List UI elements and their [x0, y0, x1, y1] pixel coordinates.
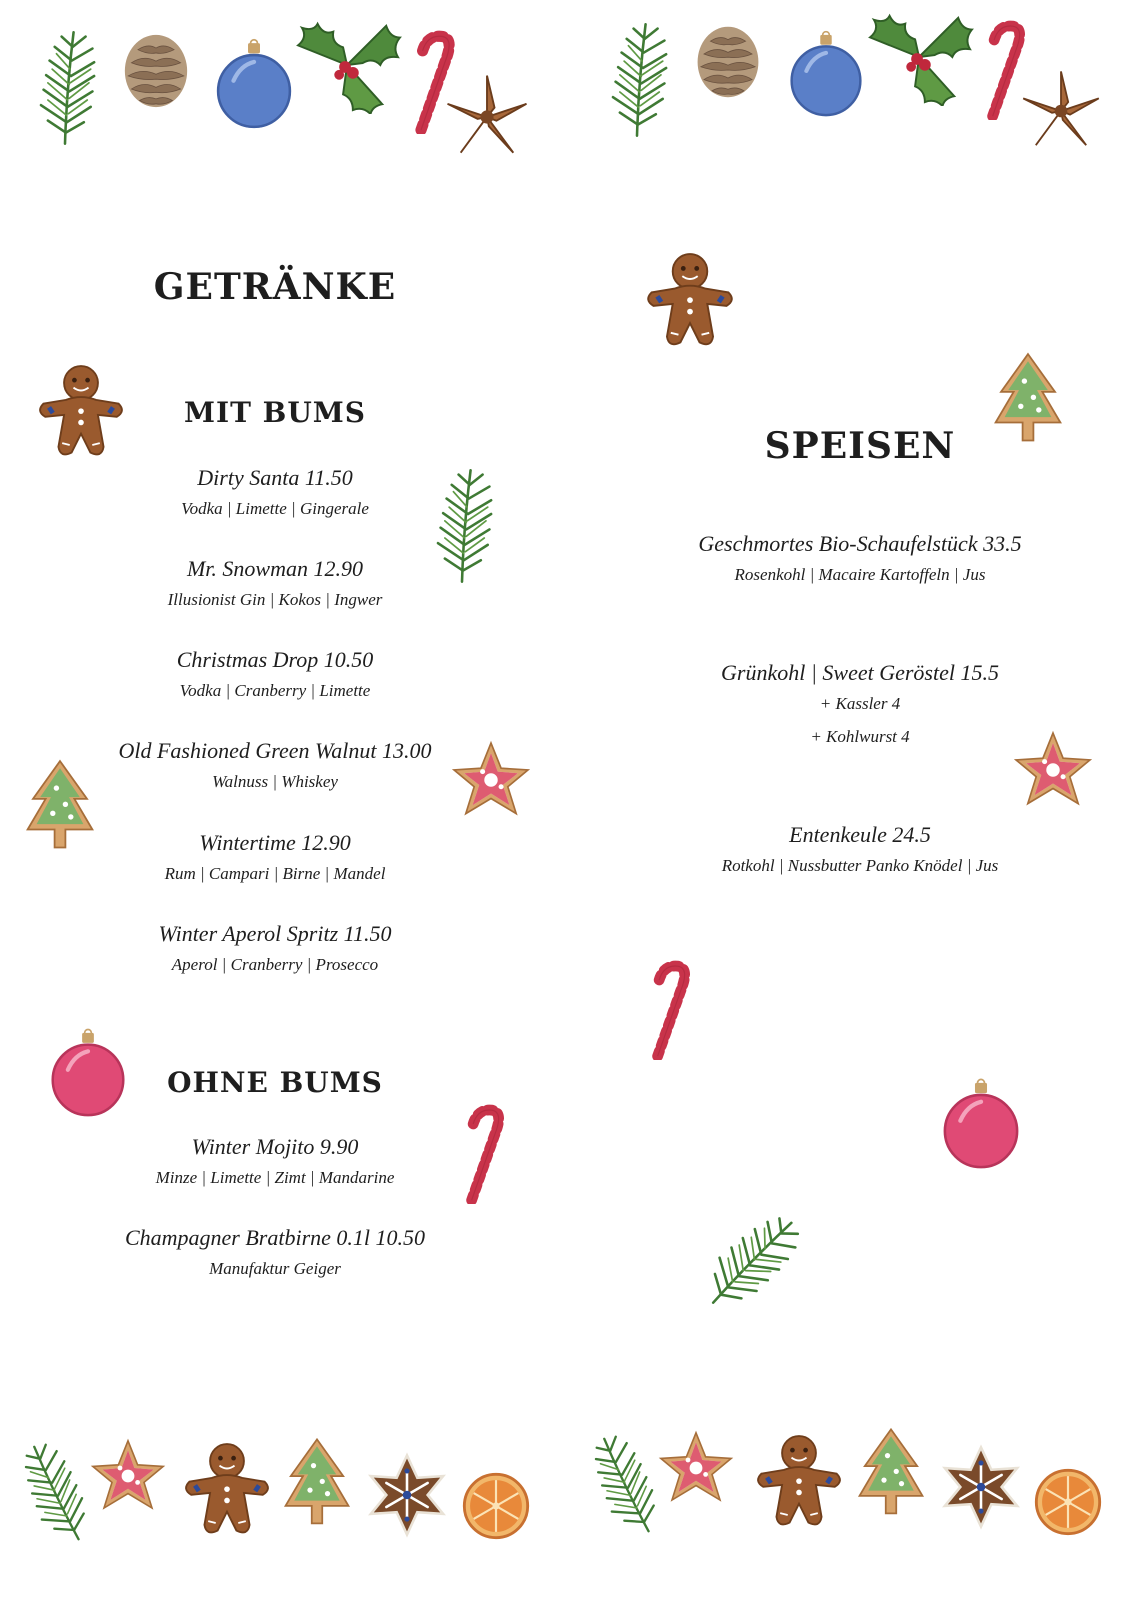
menu-item-title: Geschmortes Bio-Schaufelstück 33.5 [698, 531, 1022, 556]
menu-item-description: Walnuss | Whiskey [212, 772, 338, 791]
menu-item-description: Aperol | Cranberry | Prosecco [171, 955, 379, 974]
drinks-column [60, 0, 490, 1597]
menu-item [60, 1224, 490, 1281]
candy-cane-icon [640, 960, 706, 1060]
menu-item-title: Mr. Snowman 12.90 [186, 556, 363, 581]
menu-item-title: Christmas Drop 10.50 [176, 647, 374, 672]
menu-item-description: Rum | Campari | Birne | Mandel [164, 864, 386, 883]
star-cookie-icon [446, 738, 536, 822]
menu-item [60, 737, 490, 794]
menu-item-description: Rosenkohl | Macaire Kartoffeln | Jus [734, 565, 986, 584]
menu-item-title: Grünkohl | Sweet Geröstel 15.5 [721, 660, 999, 685]
orange-slice-icon [1032, 1466, 1104, 1538]
star-cookie-icon [1008, 728, 1098, 812]
ohne-bums-heading: OHNE BUMS [167, 1066, 383, 1099]
menu-item-title: Entenkeule 24.5 [789, 822, 931, 847]
menu-item-title: Winter Aperol Spritz 11.50 [158, 921, 392, 946]
pink-bauble-icon [938, 1076, 1024, 1174]
menu-item-description: Manufaktur Geiger [209, 1259, 341, 1278]
pink-bauble-icon [46, 1026, 130, 1122]
pine-cone-icon [688, 22, 768, 102]
gingerbread-man-icon [752, 1432, 846, 1536]
blue-bauble-icon [210, 38, 298, 132]
christmas-tree-cookie-icon [992, 346, 1064, 454]
pine-branch-icon [22, 28, 108, 148]
menu-item [60, 829, 490, 886]
speisen-heading: SPEISEN [764, 425, 956, 467]
holly-icon [860, 8, 978, 106]
menu-item [60, 920, 490, 977]
pine-cone-icon [115, 30, 197, 112]
menu-item-description: Illusionist Gin | Kokos | Ingwer [167, 590, 383, 609]
gingerbread-man-icon [34, 362, 128, 466]
menu-item-addon: + Kohlwurst 4 [810, 727, 910, 746]
menu-item-title: Champagner Bratbirne 0.1l 10.50 [124, 1225, 426, 1250]
blue-bauble-icon [784, 30, 868, 120]
star-cookie-icon [84, 1436, 172, 1516]
snowflake-cookie-icon [936, 1444, 1026, 1530]
menu-item-title: Wintertime 12.90 [199, 830, 351, 855]
holly-icon [288, 16, 406, 114]
christmas-tree-cookie-icon [282, 1430, 352, 1538]
star-anise-icon [1016, 66, 1106, 156]
star-cookie-icon [652, 1428, 740, 1508]
menu-item-description: Minze | Limette | Zimt | Mandarine [155, 1168, 395, 1187]
gingerbread-man-icon [180, 1440, 274, 1544]
menu-item-title: Dirty Santa 11.50 [197, 465, 353, 490]
drinks-title: GETRÄNKE [153, 266, 397, 308]
snowflake-cookie-icon [362, 1452, 452, 1538]
menu-item-description: Vodka | Limette | Gingerale [181, 499, 369, 518]
christmas-tree-cookie-icon [24, 754, 96, 860]
pine-branch-icon [594, 20, 680, 140]
menu-item-description: Rotkohl | Nussbutter Panko Knödel | Jus [721, 856, 999, 875]
menu-item [630, 530, 1090, 587]
candy-cane-icon [454, 1104, 520, 1204]
menu-item [60, 646, 490, 703]
menu-item [630, 821, 1090, 878]
menu-item-title: Winter Mojito 9.90 [191, 1134, 359, 1159]
menu-item-addon: + Kassler 4 [819, 694, 901, 713]
star-anise-icon [440, 70, 534, 164]
gingerbread-man-icon [642, 250, 738, 356]
menu-item-description: Vodka | Cranberry | Limette [179, 681, 371, 700]
menu-item [60, 1133, 490, 1190]
orange-slice-icon [460, 1470, 532, 1542]
menu-item-title: Old Fashioned Green Walnut 13.00 [118, 738, 432, 763]
pine-branch-icon [418, 466, 506, 586]
mit-bums-heading: MIT BUMS [184, 396, 366, 429]
christmas-tree-cookie-icon [856, 1420, 926, 1528]
